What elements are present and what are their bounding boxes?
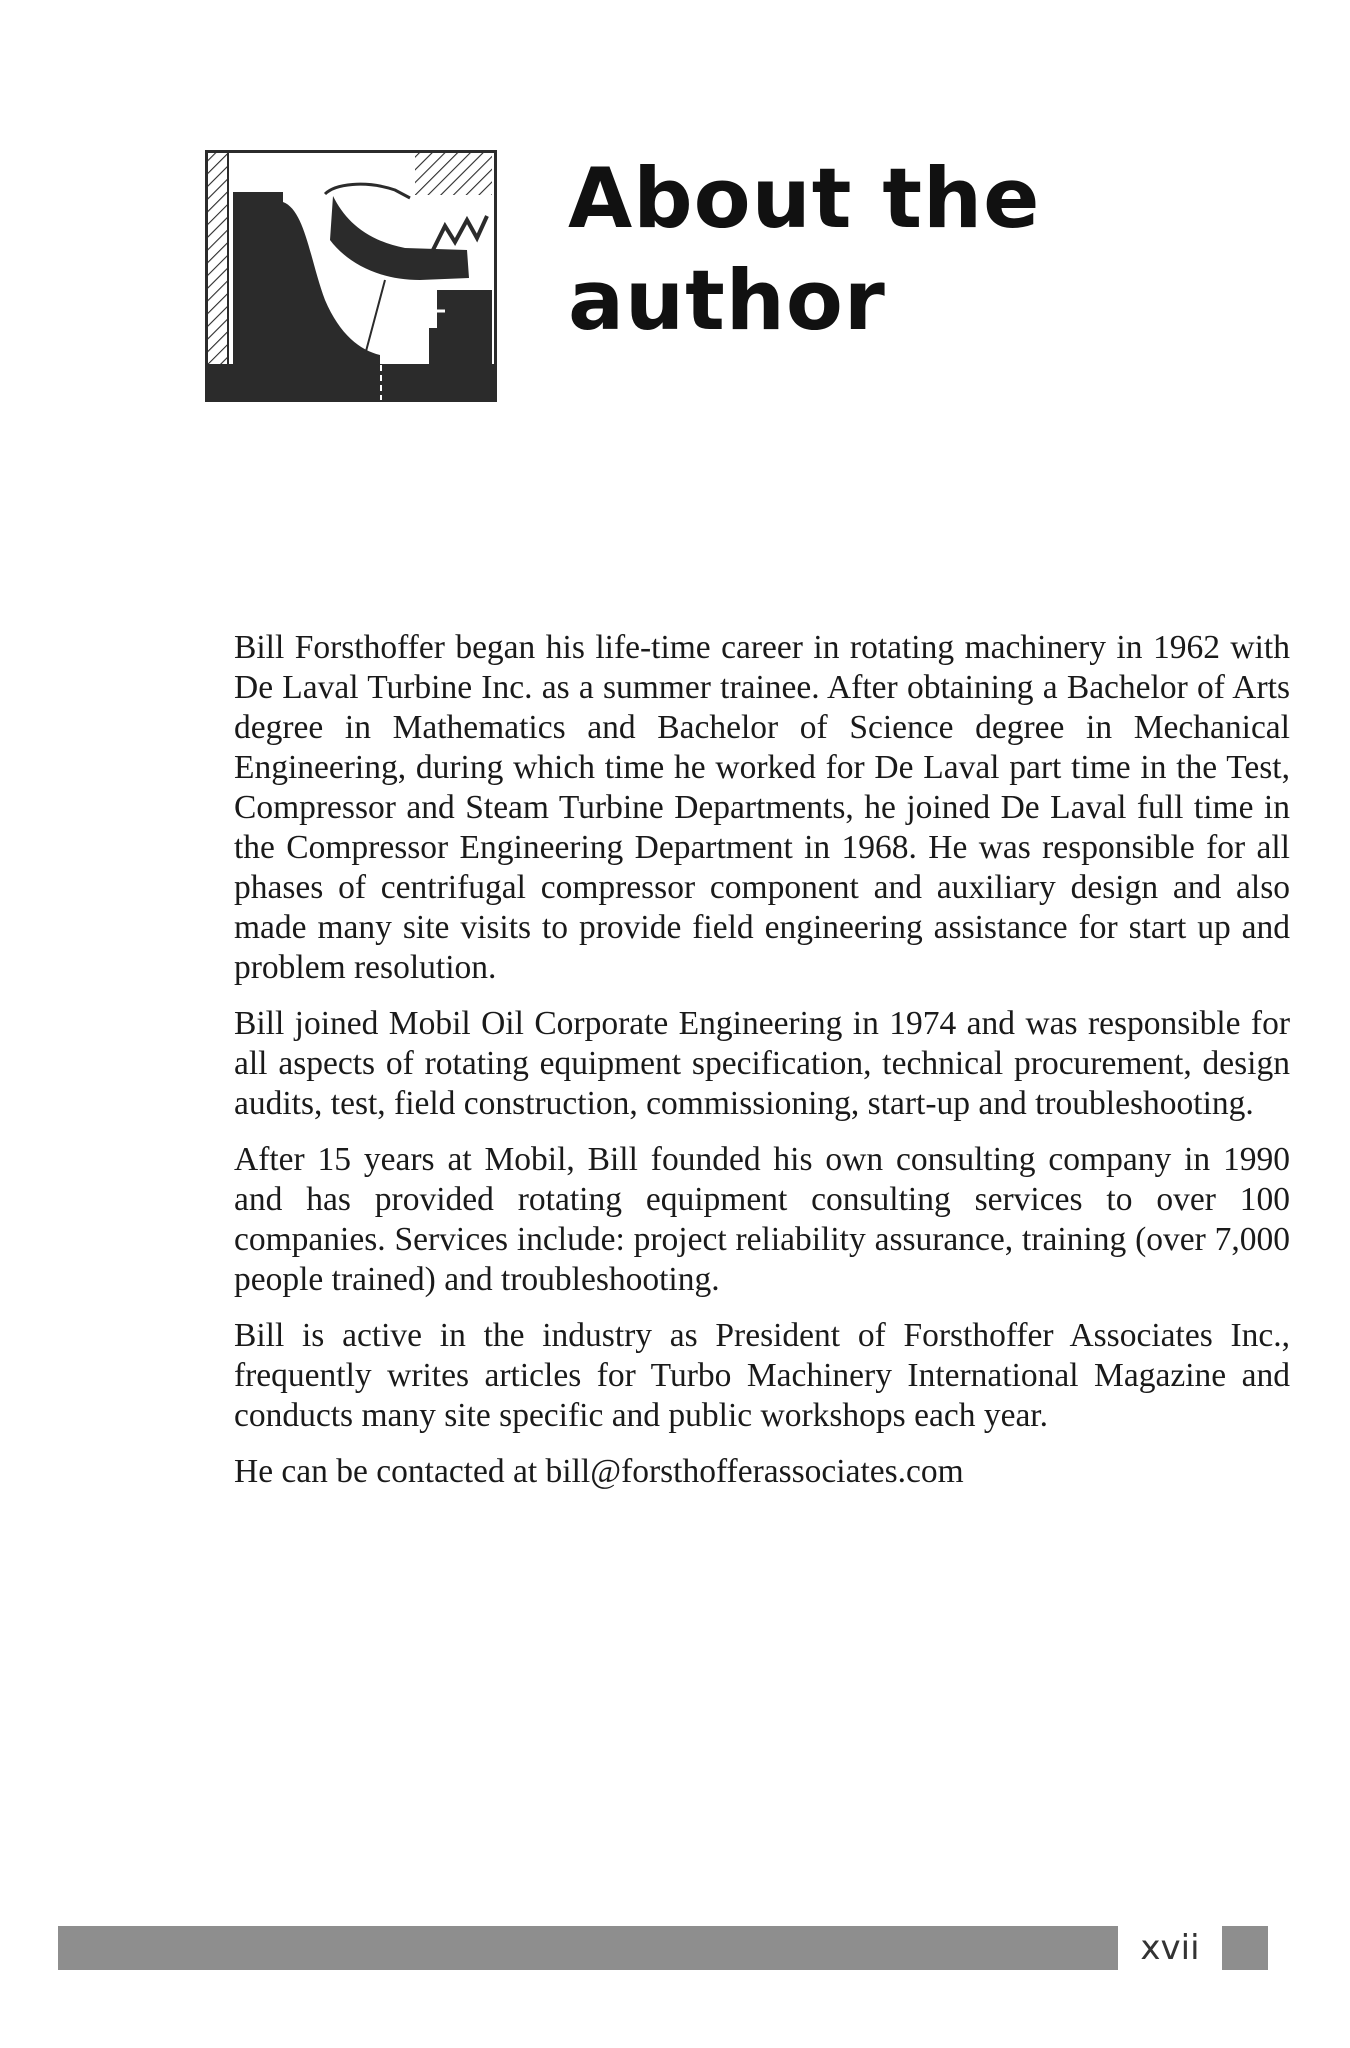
page-number: xvii [1140, 1928, 1200, 1968]
impeller-cross-section-icon [205, 150, 497, 402]
paragraph-contact: He can be contacted at bill@forsthofferassociates.com [234, 1453, 964, 1490]
paragraph-mobil: Bill joined Mobil Oil Corporate Engineering in 1974 and was responsible for all aspects of rotating equipment specification, technical procurement, design audits, test, field construction, commissioning, start-up and troubleshooting. [234, 1005, 1290, 1122]
paragraph-industry-activity: Bill is active in the industry as President of Forsthoffer Associates Inc., frequently writes articles for Turbo Machinery International Magazine and conducts many site specific and public workshops each year. [234, 1317, 1290, 1434]
chapter-title-line-2: author [568, 252, 886, 349]
chapter-title-line-1: About the [568, 150, 1041, 247]
footer-bar [58, 1926, 1118, 1970]
paragraph-early-career: Bill Forsthoffer began his life-time career in rotating machinery in 1962 with De Laval Turbine Inc. as a summer trainee. After obtaining a Bachelor of Arts degree in Mathematics and Bachelor of Science degree in Mechanical Engineering, during which time he worked for De Laval part time in the Test, Compressor and Steam Turbine Departments, he joined De Laval full time in the Compressor Engineering Department in 1968. He was responsible for all phases of centrifugal compressor component and auxiliary design and also made many site visits to provide field engineering assistance for start up and problem resolution. [234, 629, 1290, 986]
footer-end-block [1222, 1926, 1268, 1970]
chapter-title [568, 148, 1040, 352]
paragraph-consulting: After 15 years at Mobil, Bill founded his own consulting company in 1990 and has provided rotating equipment consulting services to over 100 companies. Services include: project reliability assurance, training (over 7,000 people trained) and troubleshooting. [234, 1141, 1290, 1298]
author-biography [234, 628, 1290, 1508]
